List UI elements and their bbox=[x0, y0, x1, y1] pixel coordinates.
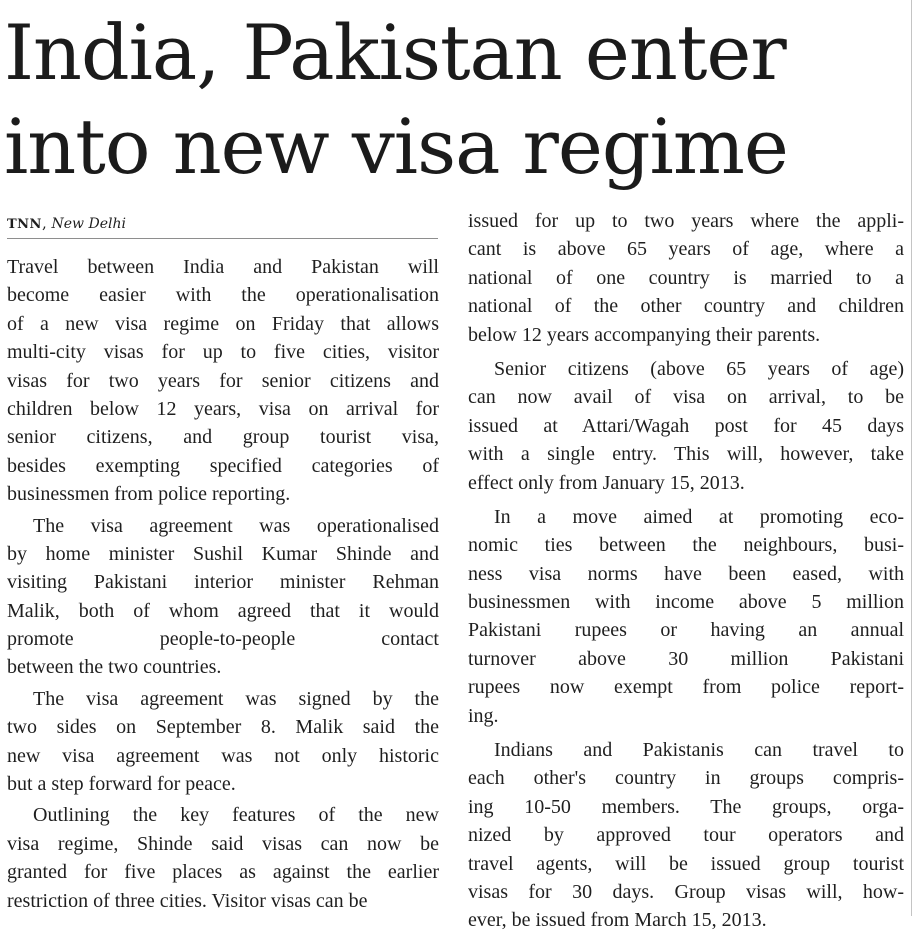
paragraph-line: issued for up to two years where the appli- bbox=[468, 210, 904, 232]
paragraph-line: of a new visa regime on Friday that allows bbox=[7, 312, 439, 335]
article-paragraph bbox=[468, 207, 904, 349]
article-paragraph bbox=[7, 801, 439, 915]
paragraph-line: Indians and Pakistanis can travel to bbox=[494, 739, 904, 762]
paragraph-line: effect only from January 15, 2013. bbox=[468, 471, 745, 494]
byline-separator: , bbox=[41, 214, 47, 232]
paragraph-line: The visa agreement was operationalised bbox=[33, 514, 439, 537]
paragraph-line: promote people-to-people contact bbox=[7, 628, 439, 651]
paragraph-line: two sides on September 8. Malik said the bbox=[7, 716, 439, 739]
paragraph-line: nized by approved tour operators and bbox=[468, 824, 904, 847]
paragraph-line: visiting Pakistani interior minister Rehman bbox=[7, 571, 439, 594]
paragraph-line: ness visa norms have been eased, with bbox=[468, 562, 904, 585]
article-paragraph bbox=[7, 685, 439, 799]
paragraph-line: become easier with the operationalisation bbox=[7, 284, 439, 307]
paragraph-line: nomic ties between the neighbours, busi- bbox=[468, 534, 904, 557]
paragraph-line: turnover above 30 million Pakistani bbox=[468, 647, 904, 670]
paragraph-line: businessmen from police reporting. bbox=[7, 483, 291, 506]
paragraph-line: rupees now exempt from police report- bbox=[468, 676, 904, 699]
paragraph-line: ing 10-50 members. The groups, orga- bbox=[468, 795, 904, 818]
paragraph-line: each other's country in groups compris- bbox=[468, 767, 904, 790]
paragraph-line: cant is above 65 years of age, where a bbox=[468, 238, 904, 261]
paragraph-line: by home minister Sushil Kumar Shinde and bbox=[7, 542, 439, 565]
paragraph-line: below 12 years accompanying their parents. bbox=[468, 323, 821, 346]
paragraph-line: The visa agreement was signed by the bbox=[33, 687, 439, 710]
paragraph-line: Malik, both of whom agreed that it would bbox=[7, 599, 439, 622]
article-right-column bbox=[468, 207, 904, 935]
paragraph-line: besides exempting specified categories of bbox=[7, 454, 439, 477]
article-paragraph bbox=[468, 503, 904, 730]
paragraph-line: between the two countries. bbox=[7, 656, 222, 679]
paragraph-line: national of the other country and children bbox=[468, 295, 904, 318]
paragraph-line: senior citizens, and group tourist visa, bbox=[7, 426, 439, 449]
paragraph-line: children below 12 years, visa on arrival for bbox=[7, 397, 439, 420]
paragraph-line: travel agents, will be issued group tourist bbox=[468, 852, 904, 875]
paragraph-line: ever, be issued from March 15, 2013. bbox=[468, 909, 767, 932]
byline-agency: TNN bbox=[7, 217, 42, 232]
paragraph-line: multi-city visas for up to five cities, visitor bbox=[7, 341, 439, 364]
article-paragraph bbox=[468, 736, 904, 935]
paragraph-line: Travel between India and Pakistan will bbox=[7, 256, 439, 278]
paragraph-line: can now avail of visa on arrival, to be bbox=[468, 386, 904, 409]
paragraph-line: visas for two years for senior citizens and bbox=[7, 369, 439, 392]
paragraph-line: restriction of three cities. Visitor visas can be bbox=[7, 889, 368, 912]
paragraph-line: businessmen with income above 5 million bbox=[468, 591, 904, 614]
article-left-column bbox=[7, 253, 439, 915]
headline-line-2: into new visa regime bbox=[4, 102, 788, 191]
article-paragraph bbox=[468, 355, 904, 497]
article-byline bbox=[7, 211, 438, 239]
paragraph-line: Pakistani rupees or having an annual bbox=[468, 619, 904, 642]
headline-line-1: India, Pakistan enter bbox=[4, 8, 786, 97]
paragraph-line: issued at Attari/Wagah post for 45 days bbox=[468, 414, 904, 437]
page-edge-rule bbox=[911, 0, 912, 916]
paragraph-line: but a step forward for peace. bbox=[7, 773, 236, 796]
paragraph-line: with a single entry. This will, however, take bbox=[468, 443, 904, 466]
byline-place: New Delhi bbox=[51, 216, 126, 232]
article-paragraph bbox=[7, 253, 439, 509]
paragraph-line: granted for five places as against the earlier bbox=[7, 861, 439, 884]
paragraph-line: new visa agreement was not only historic bbox=[7, 744, 439, 767]
article-paragraph bbox=[7, 512, 439, 682]
article-headline bbox=[4, 6, 904, 194]
paragraph-line: Senior citizens (above 65 years of age) bbox=[494, 357, 904, 380]
paragraph-line: In a move aimed at promoting eco- bbox=[494, 505, 904, 528]
paragraph-line: visa regime, Shinde said visas can now be bbox=[7, 832, 439, 855]
paragraph-line: Outlining the key features of the new bbox=[33, 804, 439, 827]
paragraph-line: ing. bbox=[468, 704, 499, 727]
paragraph-line: national of one country is married to a bbox=[468, 266, 904, 289]
paragraph-line: visas for 30 days. Group visas will, how- bbox=[468, 880, 904, 903]
